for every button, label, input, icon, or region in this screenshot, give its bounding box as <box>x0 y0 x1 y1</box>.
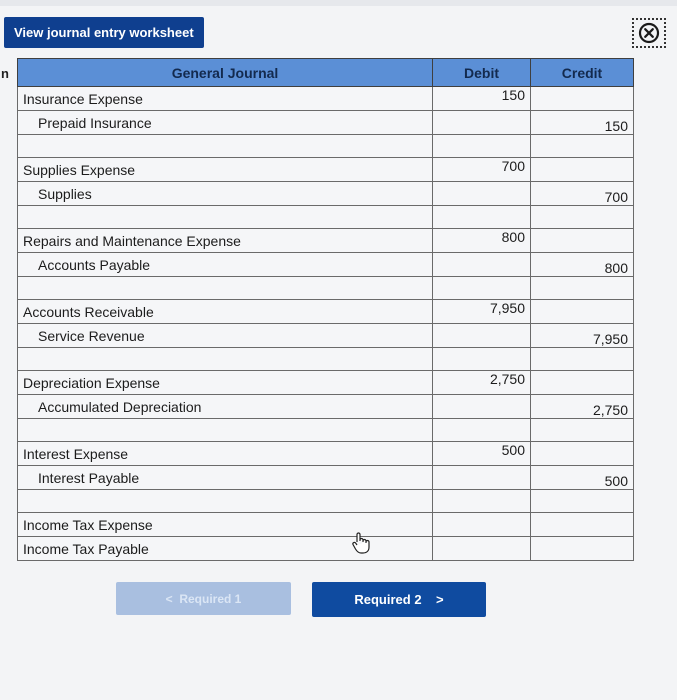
debit-cell[interactable]: 500 <box>433 442 531 466</box>
debit-cell[interactable] <box>433 419 531 442</box>
table-row <box>18 395 634 419</box>
account-cell[interactable]: Interest Payable <box>18 466 433 490</box>
account-cell[interactable] <box>18 135 433 158</box>
table-row <box>18 111 634 135</box>
debit-cell[interactable] <box>433 206 531 229</box>
credit-cell[interactable] <box>531 158 634 182</box>
table-row <box>18 324 634 348</box>
account-cell[interactable] <box>18 206 433 229</box>
account-cell[interactable]: Income Tax Payable <box>18 537 433 561</box>
account-cell[interactable]: Accounts Payable <box>18 253 433 277</box>
required-2-label: Required 2 <box>354 592 422 607</box>
account-cell[interactable]: Supplies Expense <box>18 158 433 182</box>
debit-cell[interactable]: 7,950 <box>433 300 531 324</box>
credit-cell[interactable] <box>531 371 634 395</box>
chevron-left-icon: < <box>165 591 173 606</box>
credit-cell[interactable] <box>531 442 634 466</box>
credit-cell[interactable] <box>531 206 634 229</box>
credit-cell[interactable]: 500 <box>531 466 634 490</box>
general-journal-table <box>17 58 634 561</box>
table-row <box>18 182 634 206</box>
close-circle-icon <box>638 22 660 44</box>
debit-cell[interactable]: 2,750 <box>433 371 531 395</box>
col-header-credit: Credit <box>531 59 634 87</box>
debit-cell[interactable] <box>433 277 531 300</box>
credit-cell[interactable] <box>531 135 634 158</box>
credit-cell[interactable] <box>531 419 634 442</box>
debit-cell[interactable] <box>433 135 531 158</box>
account-cell[interactable]: Income Tax Expense <box>18 513 433 537</box>
table-row <box>18 300 634 324</box>
credit-cell[interactable] <box>531 513 634 537</box>
view-journal-entry-worksheet-button[interactable]: View journal entry worksheet <box>4 17 204 48</box>
debit-cell[interactable] <box>433 537 531 561</box>
account-cell[interactable] <box>18 490 433 513</box>
account-cell[interactable]: Insurance Expense <box>18 87 433 111</box>
table-row <box>18 537 634 561</box>
blank-row <box>18 135 634 158</box>
credit-cell[interactable] <box>531 229 634 253</box>
blank-row <box>18 348 634 371</box>
account-cell[interactable]: Interest Expense <box>18 442 433 466</box>
table-row <box>18 87 634 111</box>
account-cell[interactable]: Prepaid Insurance <box>18 111 433 135</box>
account-cell[interactable] <box>18 348 433 371</box>
col-header-debit: Debit <box>433 59 531 87</box>
account-cell[interactable]: Service Revenue <box>18 324 433 348</box>
credit-cell[interactable] <box>531 277 634 300</box>
chevron-right-icon: > <box>436 592 444 607</box>
table-row <box>18 371 634 395</box>
required-2-button[interactable] <box>312 582 486 617</box>
table-row <box>18 253 634 277</box>
top-bar <box>0 0 677 6</box>
required-1-button[interactable] <box>116 582 291 615</box>
blank-row <box>18 419 634 442</box>
table-row <box>18 229 634 253</box>
credit-cell[interactable]: 2,750 <box>531 395 634 419</box>
credit-cell[interactable] <box>531 348 634 371</box>
debit-cell[interactable]: 700 <box>433 158 531 182</box>
table-row <box>18 466 634 490</box>
account-cell[interactable]: Accounts Receivable <box>18 300 433 324</box>
debit-cell[interactable] <box>433 182 531 206</box>
credit-cell[interactable]: 150 <box>531 111 634 135</box>
truncated-label: n <box>1 66 9 81</box>
debit-cell[interactable] <box>433 324 531 348</box>
table-row <box>18 442 634 466</box>
credit-cell[interactable] <box>531 537 634 561</box>
debit-cell[interactable] <box>433 253 531 277</box>
debit-cell[interactable] <box>433 513 531 537</box>
journal-rows <box>18 87 634 561</box>
debit-cell[interactable] <box>433 490 531 513</box>
hand-pointer-icon <box>350 531 372 555</box>
account-cell[interactable] <box>18 419 433 442</box>
debit-cell[interactable] <box>433 111 531 135</box>
col-header-general-journal: General Journal <box>18 59 433 87</box>
debit-cell[interactable]: 800 <box>433 229 531 253</box>
credit-cell[interactable]: 800 <box>531 253 634 277</box>
blank-row <box>18 490 634 513</box>
account-cell[interactable]: Supplies <box>18 182 433 206</box>
account-cell[interactable] <box>18 277 433 300</box>
account-cell[interactable]: Accumulated Depreciation <box>18 395 433 419</box>
account-cell[interactable]: Repairs and Maintenance Expense <box>18 229 433 253</box>
credit-cell[interactable] <box>531 87 634 111</box>
debit-cell[interactable] <box>433 466 531 490</box>
close-button[interactable] <box>632 18 666 48</box>
credit-cell[interactable] <box>531 490 634 513</box>
debit-cell[interactable] <box>433 348 531 371</box>
credit-cell[interactable]: 7,950 <box>531 324 634 348</box>
credit-cell[interactable]: 700 <box>531 182 634 206</box>
account-cell[interactable]: Depreciation Expense <box>18 371 433 395</box>
required-1-label: Required 1 <box>179 591 242 606</box>
table-header-row <box>18 59 634 87</box>
blank-row <box>18 277 634 300</box>
blank-row <box>18 206 634 229</box>
table-row <box>18 513 634 537</box>
credit-cell[interactable] <box>531 300 634 324</box>
debit-cell[interactable]: 150 <box>433 87 531 111</box>
table-row <box>18 158 634 182</box>
debit-cell[interactable] <box>433 395 531 419</box>
